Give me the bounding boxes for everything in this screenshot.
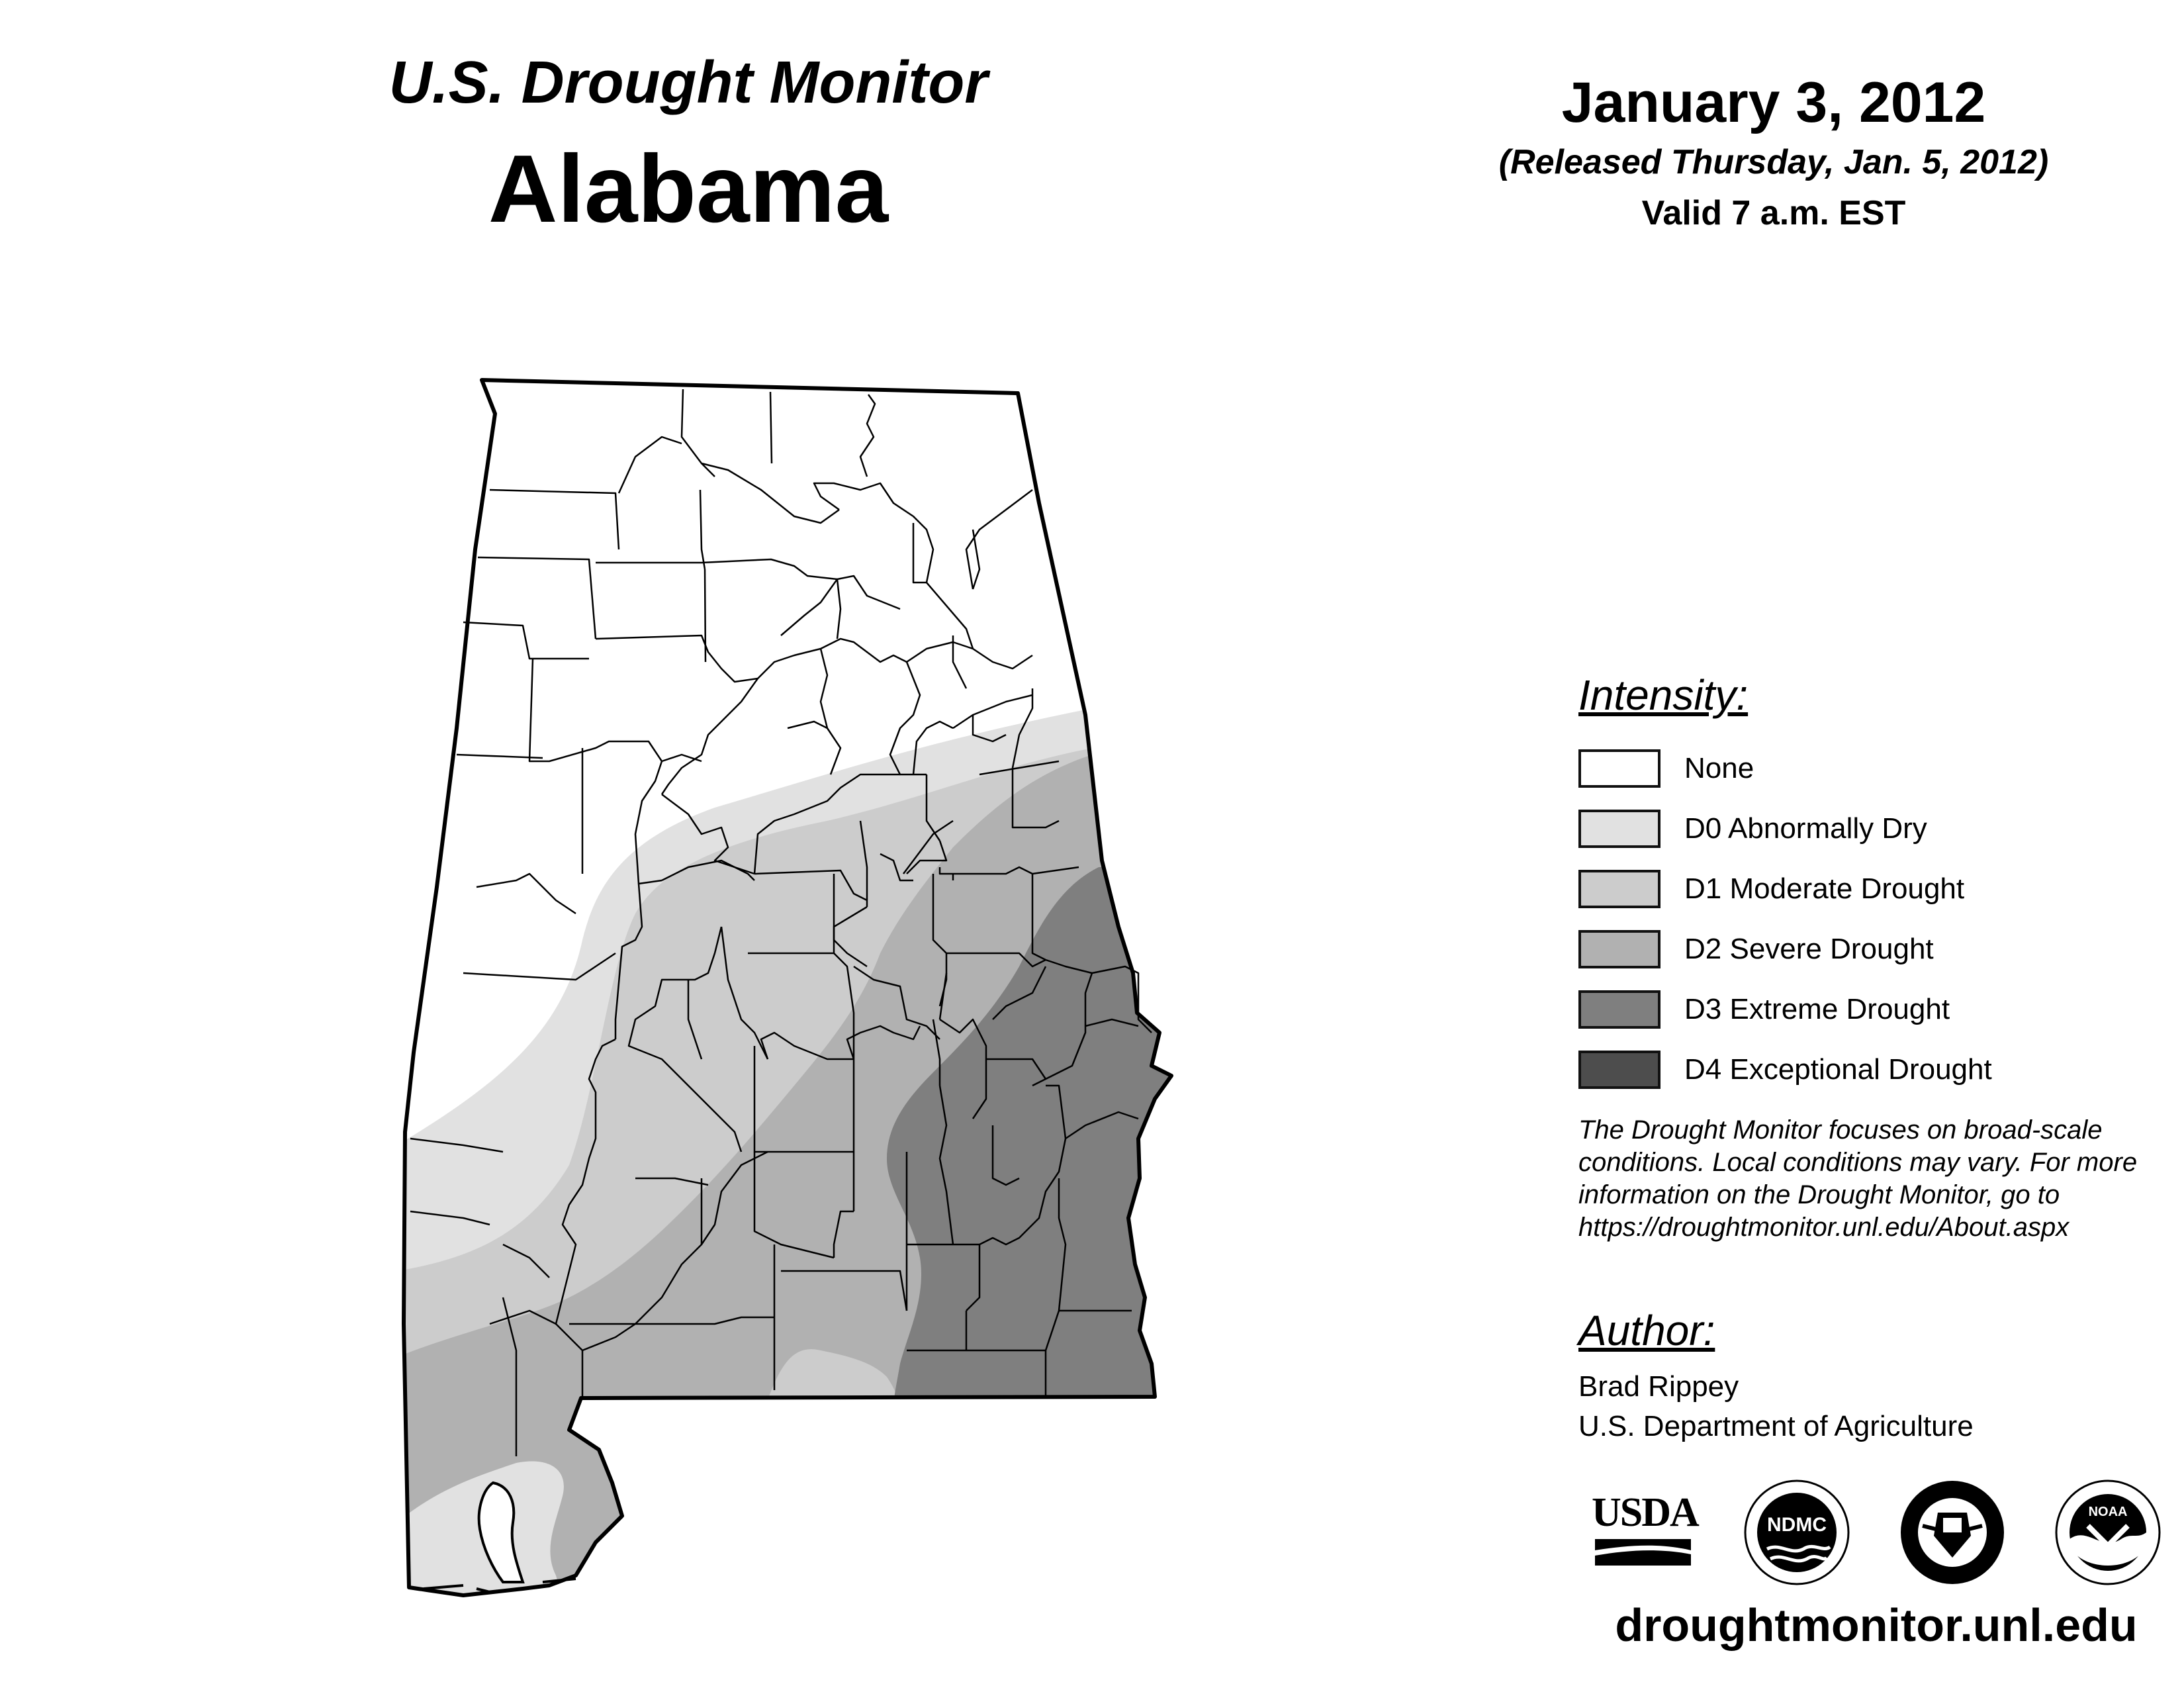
legend (1578, 665, 2161, 1100)
partner-logos (1578, 1476, 2174, 1595)
commerce-seal-icon (1901, 1481, 2004, 1584)
legend-heading: Intensity: (1578, 671, 1749, 719)
site-url-link[interactable]: droughtmonitor.unl.edu (1615, 1599, 2138, 1651)
valid-time: Valid 7 a.m. EST (1641, 194, 1906, 232)
legend-item-none (1578, 738, 2161, 798)
author-affiliation: U.S. Department of Agriculture (1578, 1410, 1974, 1442)
disclaimer-link[interactable]: https://droughtmonitor.unl.edu/About.aspx (1578, 1213, 2070, 1242)
legend-label: None (1684, 751, 1754, 784)
legend-swatch (1578, 990, 1661, 1029)
map-title: U.S. Drought Monitor (388, 50, 988, 116)
legend-label: D2 Severe Drought (1684, 932, 1934, 965)
legend-item-d1 (1578, 859, 2161, 919)
legend-label: D4 Exceptional Drought (1684, 1053, 1992, 1086)
ndmc-logo-text: NDMC (1767, 1514, 1827, 1536)
legend-item-d4 (1578, 1039, 2161, 1100)
legend-item-d2 (1578, 919, 2161, 979)
legend-label: D3 Extreme Drought (1684, 992, 1950, 1025)
svg-text:NOAA: NOAA (2088, 1505, 2128, 1519)
disclaimer (1578, 1114, 2174, 1244)
disclaimer-line: conditions. Local conditions may vary. For more (1578, 1148, 2138, 1177)
usda-logo-text: USDA (1592, 1490, 1698, 1535)
drought-areas (397, 675, 1191, 1622)
legend-swatch (1578, 810, 1661, 848)
author-block (1578, 1301, 2174, 1446)
legend-swatch (1578, 870, 1661, 908)
author-heading: Author: (1578, 1307, 1715, 1354)
state-name: Alabama (488, 135, 889, 242)
ndmc-logo-icon (1745, 1481, 1848, 1584)
legend-swatch (1578, 1051, 1661, 1089)
legend-label: D0 Abnormally Dry (1684, 812, 1927, 845)
legend-label: D1 Moderate Drought (1684, 872, 1965, 905)
release-note: (Released Thursday, Jan. 5, 2012) (1498, 143, 2049, 181)
legend-item-d0 (1578, 798, 2161, 859)
map-date: January 3, 2012 (1561, 71, 1986, 134)
legend-swatch (1578, 749, 1661, 788)
disclaimer-line: The Drought Monitor focuses on broad-scale (1578, 1115, 2103, 1145)
noaa-logo-icon (2056, 1481, 2160, 1584)
legend-swatch (1578, 930, 1661, 968)
usda-logo-icon (1592, 1490, 1700, 1566)
disclaimer-line: information on the Drought Monitor, go to (1578, 1180, 2060, 1209)
author-name: Brad Rippey (1578, 1370, 1739, 1403)
legend-item-d3 (1578, 979, 2161, 1039)
